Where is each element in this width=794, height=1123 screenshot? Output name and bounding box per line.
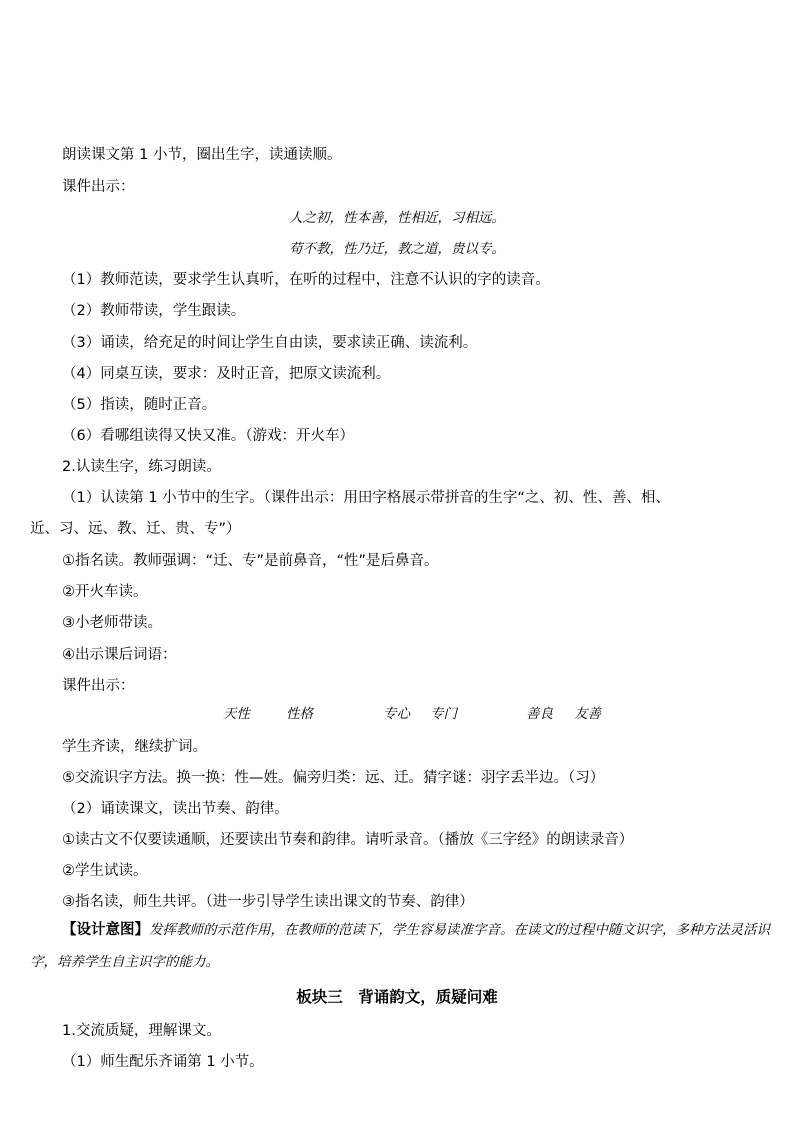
- step-item: （5）指读，随时正音。: [62, 397, 217, 413]
- step-item: （3）诵读，给充足的时间让学生自由读，要求读正确、读流利。: [62, 335, 478, 351]
- poem-line-2: 苟不教，性乃迁，教之道，贵以专。: [289, 241, 505, 257]
- sub-step-item: ④出示课后词语：: [62, 647, 177, 663]
- intro-paragraph: 朗读课文第 1 小节，圈出生字，读通读顺。: [62, 147, 342, 163]
- sub-step-item: ③指名读，师生共评。（进一步引导学生读出课文的节奏、韵律）: [62, 894, 474, 910]
- word-item: 性格: [286, 706, 313, 722]
- step-item: （1）教师范读，要求学生认真听，在听的过程中，注意不认识的字的读音。: [62, 272, 550, 288]
- recognize-line: 近、习、远、教、迁、贵、专”）: [30, 521, 241, 537]
- step-item: （2）教师带读，学生跟读。: [62, 303, 246, 319]
- sub-step-item: ②学生试读。: [62, 863, 148, 879]
- design-intent-text: 发挥教师的示范作用，在教师的范读下，学生容易读准字音。在读文的过程中随文识字，多种方法灵活识字，培养学生自主识字的能力。: [30, 922, 770, 970]
- word-item: 友善: [574, 706, 601, 722]
- word-item: 专门: [430, 706, 457, 722]
- design-intent-tag: 【设计意图】: [62, 922, 149, 938]
- recognize-line: （1）认读第 1 小节中的生字。（课件出示：用田字格展示带拼音的生字“之、初、性、善、相、: [62, 490, 670, 506]
- section-2-title: 2.认读生字，练习朗读。: [62, 459, 221, 475]
- after-words-line: 学生齐读，继续扩词。: [62, 739, 207, 755]
- step-item: （4）同桌互读，要求：及时正音，把原文读流利。: [62, 366, 391, 382]
- sub-step-item: ①读古文不仅要读通顺，还要读出节奏和韵律。请听录音。（播放《三字经》的朗读录音）: [62, 832, 634, 848]
- method-line: ⑤交流识字方法。换一换：性—姓。偏旁归类：远、迁。猜字谜：羽字丢半边。（习）: [62, 770, 605, 786]
- word-item: 天性: [223, 706, 250, 722]
- sub-step-item: ③小老师带读。: [62, 615, 162, 631]
- sub-step-item: ①指名读。教师强调：“迁、专”是前鼻音，“性”是后鼻音。: [62, 553, 439, 569]
- section-3-heading: 板块三 背诵韵文，质疑问难: [296, 988, 498, 1006]
- recite-title: （2）诵读课文，读出节奏、韵律。: [62, 801, 289, 817]
- courseware-label: 课件出示：: [62, 678, 135, 694]
- word-item: 善良: [526, 706, 553, 722]
- section-3-item: 1.交流质疑，理解课文。: [62, 1023, 221, 1039]
- section-3-sub-item: （1）师生配乐齐诵第 1 小节。: [62, 1054, 264, 1070]
- sub-step-item: ②开火车读。: [62, 584, 148, 600]
- poem-line-1: 人之初，性本善，性相近，习相远。: [289, 210, 505, 226]
- step-item: （6）看哪组读得又快又准。（游戏：开火车）: [62, 428, 354, 444]
- courseware-label: 课件出示：: [62, 179, 135, 195]
- design-intent-paragraph: [30, 914, 770, 978]
- word-item: 专心: [383, 706, 410, 722]
- recognize-paragraph: [30, 483, 775, 545]
